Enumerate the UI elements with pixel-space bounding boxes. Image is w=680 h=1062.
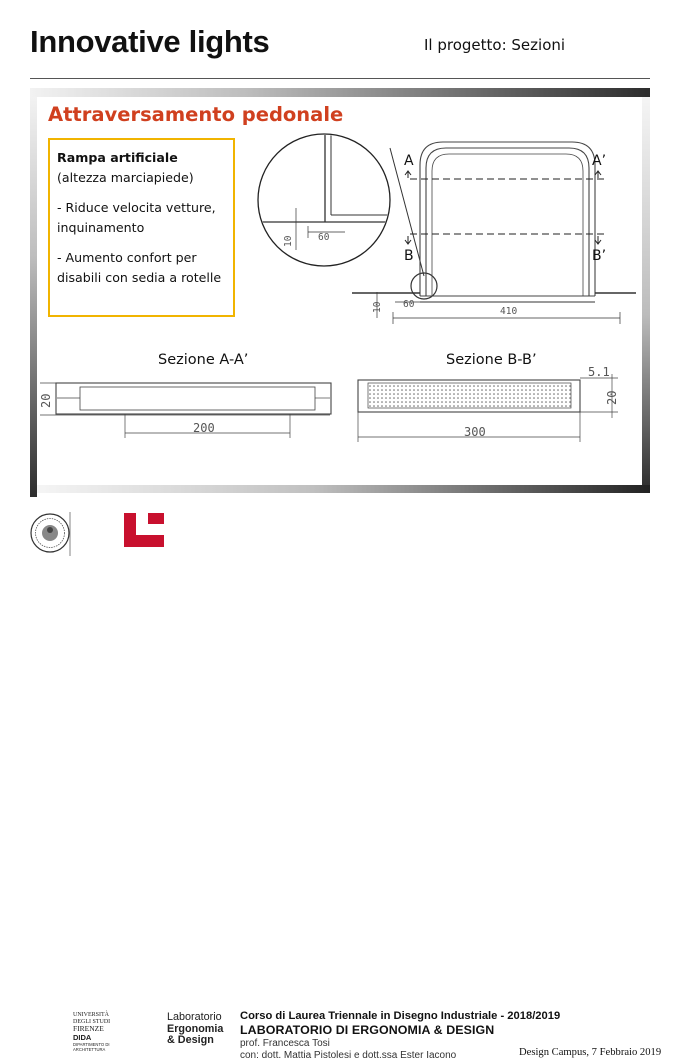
detail-dim-10: 10: [283, 235, 294, 247]
course-line-3: prof. Francesca Tosi: [240, 1038, 330, 1049]
section-b-dim-width: 300: [464, 425, 486, 439]
info-box-subtitle: (altezza marciapiede): [57, 170, 194, 185]
main-dim-10: 10: [372, 301, 383, 313]
section-heading: Attraversamento pedonale: [48, 103, 344, 126]
footer-date: Design Campus, 7 Febbraio 2019: [519, 1047, 662, 1058]
course-line-4: con: dott. Mattia Pistolesi e dott.ssa Ester Iacono: [240, 1050, 457, 1061]
footer: [0, 500, 680, 1061]
main-dim-410: 410: [500, 306, 518, 317]
label-b-prime: B’: [592, 248, 607, 264]
main-dim-60: 60: [403, 299, 415, 310]
lab-line-3: & Design: [167, 1034, 214, 1046]
university-text: [73, 1012, 110, 1052]
unifi-dida: DIDA: [73, 1033, 92, 1043]
unifi-line-2: DEGLI STUDI: [73, 1018, 111, 1025]
unifi-line-3: FIRENZE: [73, 1024, 104, 1034]
section-b-title: Sezione B-B’: [446, 352, 537, 368]
course-info: [240, 1010, 560, 1062]
section-b-dim-top: 5.1: [588, 365, 610, 379]
lab-logo-icon: [124, 513, 164, 547]
ground-line: [352, 292, 636, 324]
arch-structure: [405, 142, 605, 296]
unifi-dep-1: DIPARTIMENTO DI: [73, 1042, 110, 1048]
label-a-prime: A’: [592, 153, 607, 169]
info-box-bullet-1a: - Riduce velocita vetture,: [57, 200, 216, 215]
section-a-drawing: [40, 383, 331, 438]
didalabs-label: didalabs: [129, 1040, 152, 1046]
university-seal-icon: [31, 514, 69, 552]
section-b-drawing: [358, 374, 618, 442]
page-subtitle: Il progetto: Sezioni: [424, 36, 566, 54]
info-box-title: Rampa artificiale: [57, 150, 178, 165]
section-b-dim-height: 20: [605, 390, 619, 405]
lab-name: [167, 1012, 223, 1047]
lab-line-1: Laboratorio: [167, 1011, 222, 1023]
unifi-line-1: UNIVERSITÀ: [73, 1012, 109, 1018]
info-box-bullet-1b: inquinamento: [57, 220, 145, 235]
course-line-2: LABORATORIO DI ERGONOMIA & DESIGN: [240, 1023, 495, 1037]
detail-circle: [258, 120, 437, 299]
label-a: A: [404, 153, 414, 169]
section-a-title: Sezione A-A’: [158, 352, 249, 368]
unifi-dep-2: ARCHITETTURA: [73, 1047, 106, 1053]
page-title: Innovative lights: [30, 24, 270, 59]
course-line-1: Corso di Laurea Triennale in Disegno Industriale - 2018/2019: [240, 1010, 561, 1022]
info-box-bullet-2b: disabili con sedia a rotelle: [57, 270, 222, 285]
section-a-dim-width: 200: [193, 421, 215, 435]
label-b: B: [404, 248, 414, 264]
detail-dim-60: 60: [318, 232, 330, 243]
info-box-bullet-2a: - Aumento confort per: [57, 250, 197, 265]
lab-line-2: Ergonomia: [167, 1022, 224, 1035]
footer-logos: [0, 500, 680, 586]
section-a-dim-height: 20: [39, 393, 53, 408]
